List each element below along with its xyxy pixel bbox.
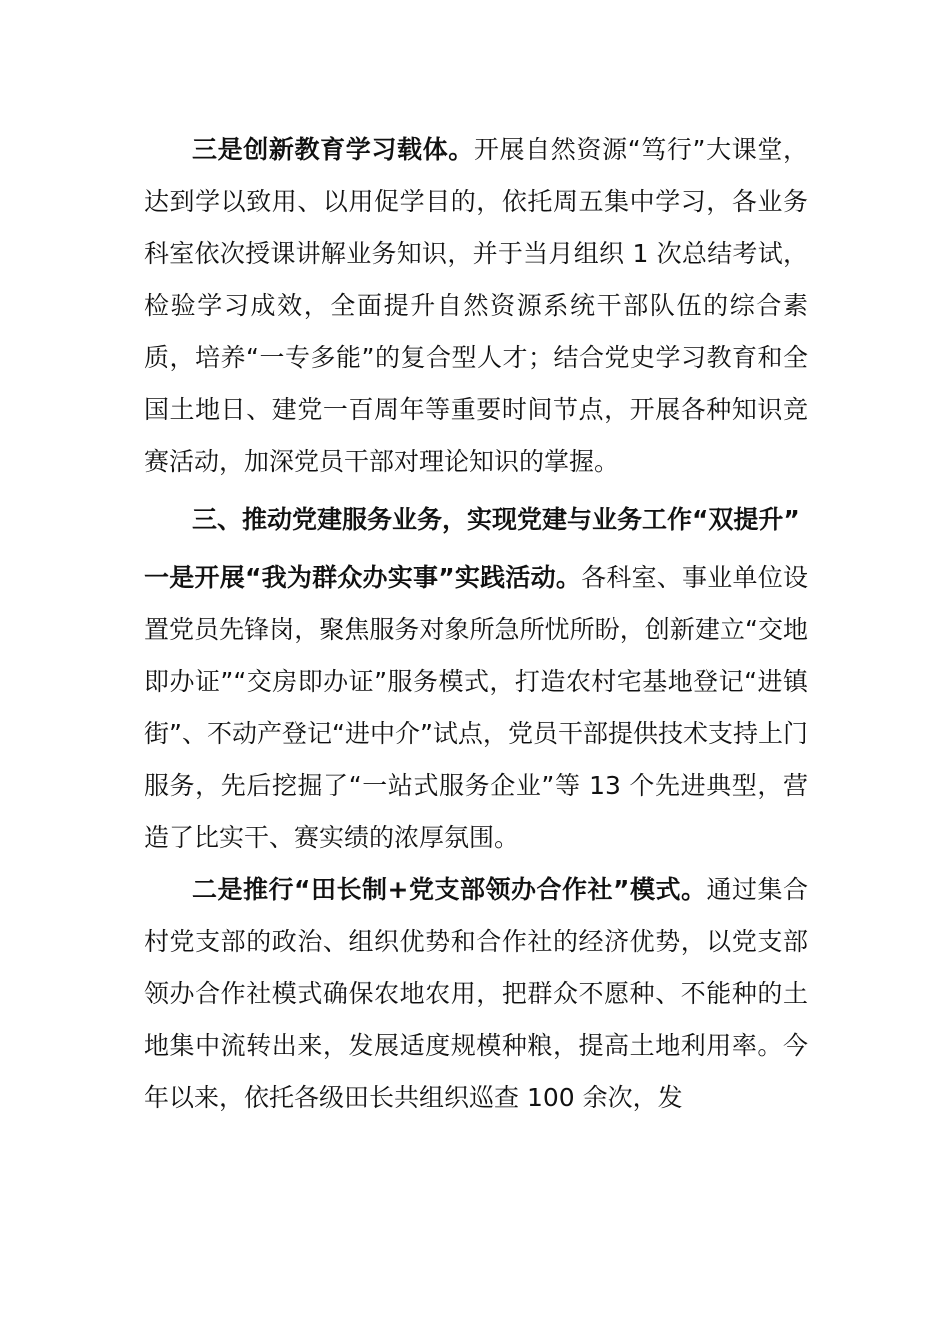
section-heading: 三、推动党建服务业务，实现党建与业务工作“双提升”	[192, 505, 800, 534]
paragraph-lead: 二是推行“田长制+党支部领办合作社”模式。	[192, 875, 707, 904]
paragraph-practice-activity	[144, 552, 808, 864]
paragraph-lead: 一是开展“我为群众办实事”实践活动。	[144, 563, 582, 592]
document-page	[144, 124, 808, 1124]
paragraph-innovate-education	[144, 124, 808, 488]
paragraph-lead: 三是创新教育学习载体。	[192, 135, 474, 164]
paragraph-body: 各科室、事业单位设置党员先锋岗，聚焦服务对象所急所忧所盼，创新建立“交地即办证”“交房即办证”服务模式，打造农村宅基地登记“进镇街”、不动产登记“进中介”试点，党员干部提供技术支持上门服务，先后挖掘了“一站式服务企业”等 13 个先进典型，营造了比实干、赛实绩的浓厚氛围。	[144, 563, 808, 852]
paragraph-body: 通过集合村党支部的政治、组织优势和合作社的经济优势，以党支部领办合作社模式确保农地农用，把群众不愿种、不能种的土地集中流转出来，发展适度规模种粮，提高土地利用率。今年以来，依托各级田长共组织巡查 100 余次，发	[144, 875, 808, 1112]
paragraph-body: 开展自然资源“笃行”大课堂，达到学以致用、以用促学目的，依托周五集中学习，各业务科室依次授课讲解业务知识，并于当月组织 1 次总结考试，检验学习成效，全面提升自然资源系统干部队伍的综合素质，培养“一专多能”的复合型人才；结合党史学习教育和全国土地日、建党一百周年等重要时间节点，开展各种知识竞赛活动，加深党员干部对理论知识的掌握。	[144, 135, 808, 476]
paragraph-field-chief-model	[144, 864, 808, 1124]
